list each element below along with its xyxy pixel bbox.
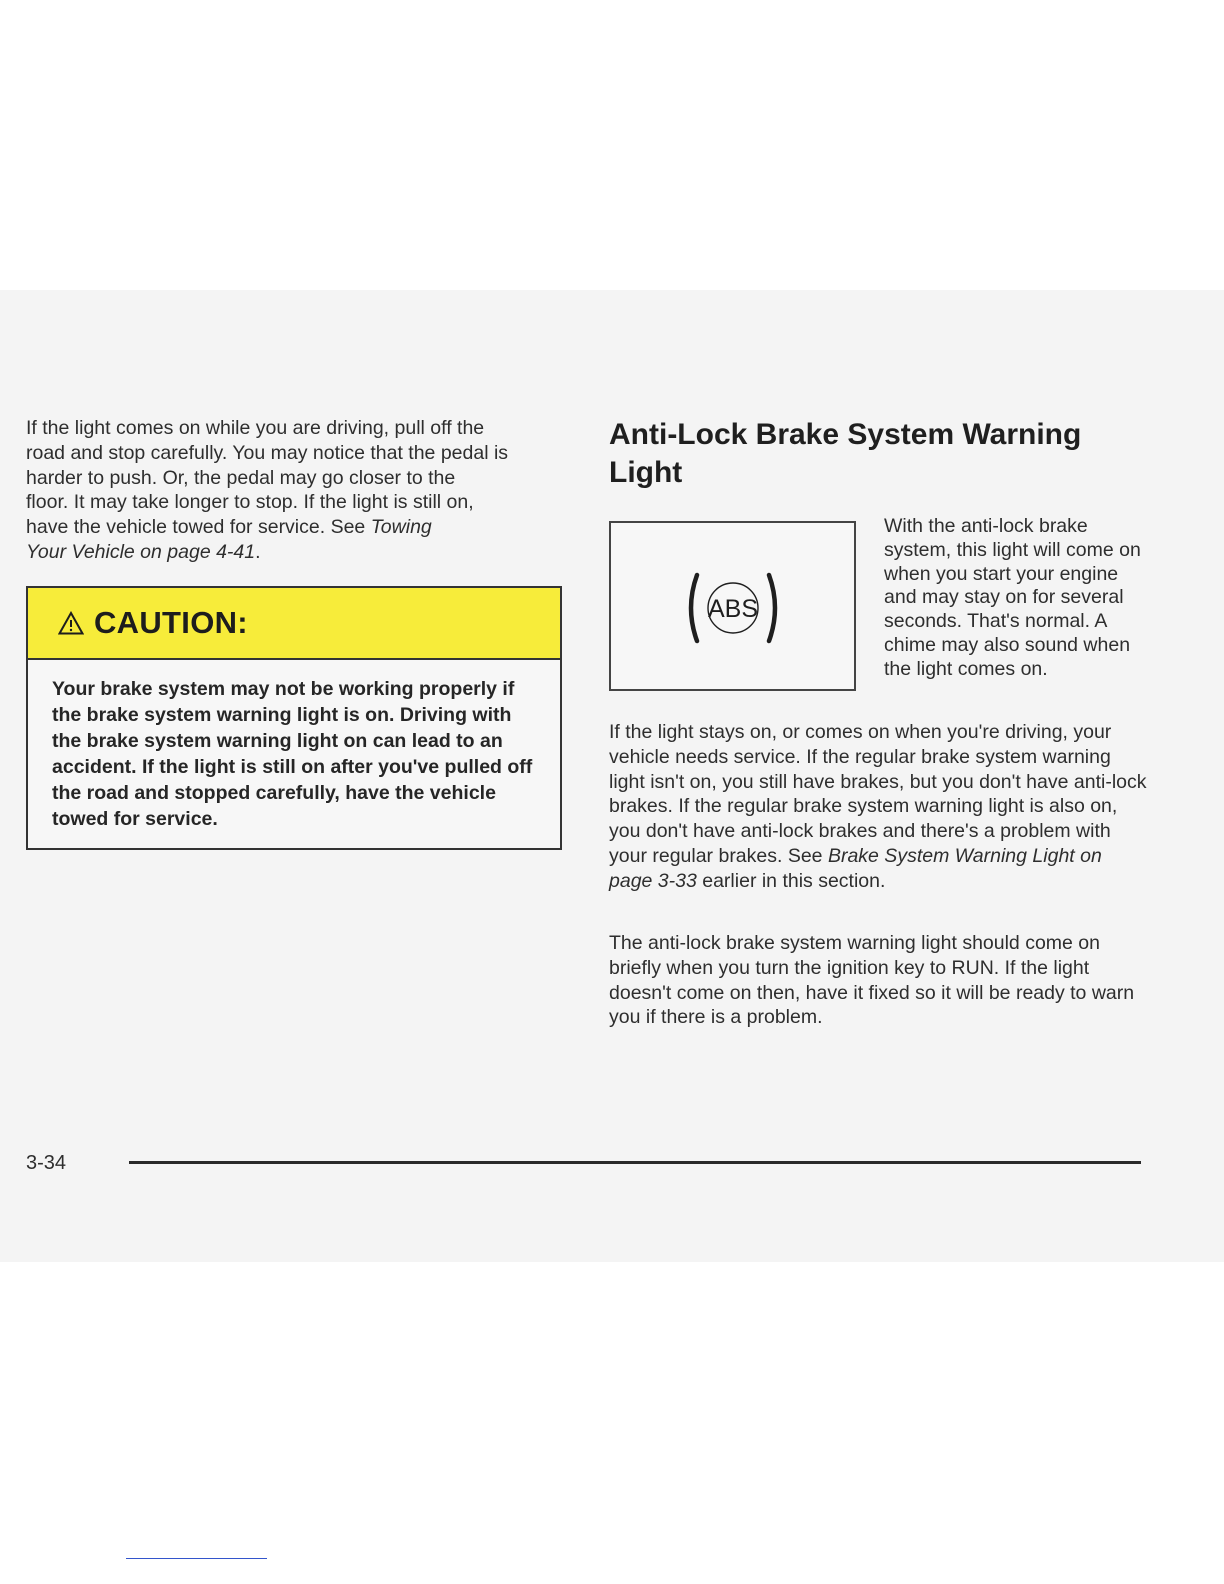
warning-triangle-icon [58,611,84,635]
left-column [26,416,566,565]
intro-line: floor. It may take longer to stop. If the light is still on, [26,491,474,514]
abs-warning-light-figure [609,521,856,691]
intro-line: road and stop carefully. You may notice that the pedal is [26,441,509,464]
caution-header [28,588,560,660]
caution-body: Your brake system may not be working properly if the brake system warning light is on. Driving with the brake system warning light on can lead to an accident. If the light is still on after you've pulled off the road and stopped carefully, have the vehicle towed for service. [52,678,533,830]
heading-line: Anti-Lock Brake System Warning [609,418,1082,451]
caution-box [26,586,562,850]
intro-paragraph [26,416,566,565]
para-text: If the light stays on, or comes on when you're driving, your vehicle needs service. If the regular brake system warning light isn't on, you still have brakes, but you don't have anti-lock brakes. If the regular brake system warning light is also on, you don't have anti-lock brakes and there's a problem with your regular brakes. See [609,721,1147,867]
intro-end: . [255,540,261,563]
page-number: 3-34 [26,1152,67,1174]
section-heading [609,416,1144,492]
caution-title: CAUTION: [94,605,248,640]
abs-description: With the anti-lock brake system, this light will come on when you start your engine and may stay on for several seconds. That's normal. A chime may also sound when the light comes on. [884,515,1141,680]
para-text: earlier in this section. [696,869,886,892]
heading-line: Light [609,456,683,489]
towing-reference: Towing [370,516,432,539]
right-column-heading [609,416,1144,492]
footer-rule [129,1161,1141,1164]
brake-warning-reference: Brake System Warning Light on page 3-33 [609,844,1102,892]
intro-line: have the vehicle towed for service. See [26,516,371,539]
abs-ignition-paragraph: The anti-lock brake system warning light should come on briefly when you turn the ignition key to RUN. If the light doesn't come on then, have it fixed so it will be ready to warn you if there is a problem. [609,932,1135,1029]
abs-service-paragraph [609,720,1149,894]
intro-line: If the light comes on while you are driving, pull off the [26,417,485,439]
intro-line: harder to push. Or, the pedal may go closer to the [26,466,456,489]
towing-page-reference: Your Vehicle on page 4-41 [26,540,256,563]
bottom-link-underline [126,1558,267,1559]
abs-warning-icon [683,567,783,649]
abs-symbol-label: ABS [707,595,759,623]
